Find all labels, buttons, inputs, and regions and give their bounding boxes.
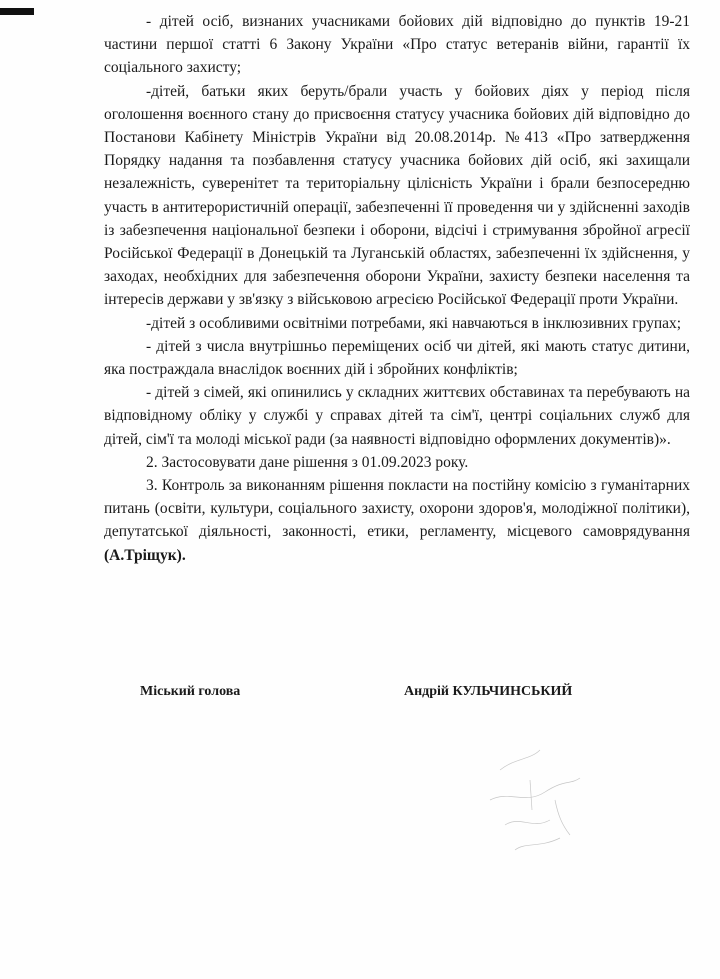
paragraph-effective-date: 2. Застосовувати дане рішення з 01.09.2023 року. [146,453,469,471]
paragraph-special-needs: -дітей з особливими освітніми потребами, які навчаються в інклюзивних групах; [146,314,682,332]
signatory-name: Андрій КУЛЬЧИНСЬКИЙ [404,684,573,699]
paragraph-combatants-children: - дітей осіб, визнаних учасниками бойових дій відповідно до пунктів 19-21 частини першої статті 6 Закону України «Про статус ветеранів війни, гарантії їх соціального захисту; [104,13,690,77]
paragraph-displaced-persons: - дітей з числа внутрішньо переміщених осіб чи дітей, які мають статус дитини, яка постраждала внаслідок воєнних дій і збройних конфліктів; [104,337,690,379]
signatory-title: Міський голова [140,684,241,699]
handwritten-signature [470,730,600,880]
responsible-person: (А.Тріщук). [104,546,186,564]
paragraph-difficult-circumstances: - дітей з сімей, які опинились у складних життєвих обставинах та перебувають на відповідному обліку у службі у справах дітей та сім'ї, центрі соціальних служб для дітей, сім'ї та молоді міської ради (за наявності відповідно оформлених документів)». [104,384,690,448]
corner-mark [0,8,34,15]
paragraph-martial-law-children: -дітей, батьки яких беруть/брали участь у бойових діях у період після оголошення воєнного стану до присвоєння статусу учасника бойових дій відповідно до Постанови Кабінету Міністрів України від 20.08.2014р. №413 «Про затвердження Порядку надання та позбавлення статусу учасника бойових дій осіб, які захищали незалежність, суверенітет та територіальну цілісність України і брали безпосередню участь в антитерористичній операції, забезпеченні її проведення чи у здійсненні заходів із забезпечення національної безпеки і оборони, відсічі і стримування збройної агресії Російської Федерації в Донецькій та Луганській областях, забезпеченні їх здійснення, у заходах, необхідних для забезпечення оборони України, захисту безпеки населення та інтересів держави у зв'язку з військовою агресією Російської Федерації проти України. [104,82,690,309]
signature-block [0,684,720,708]
document-body [104,10,690,567]
control-text: 3. Контроль за виконанням рішення покласти на постійну комісію з гуманітарних питань (освіти, культури, соціального захисту, охорони здоров'я, молодіжної політики), депутатської діяльності, законності, етики, регламенту, місцевого самоврядування [104,477,690,541]
paragraph-control [104,474,690,567]
